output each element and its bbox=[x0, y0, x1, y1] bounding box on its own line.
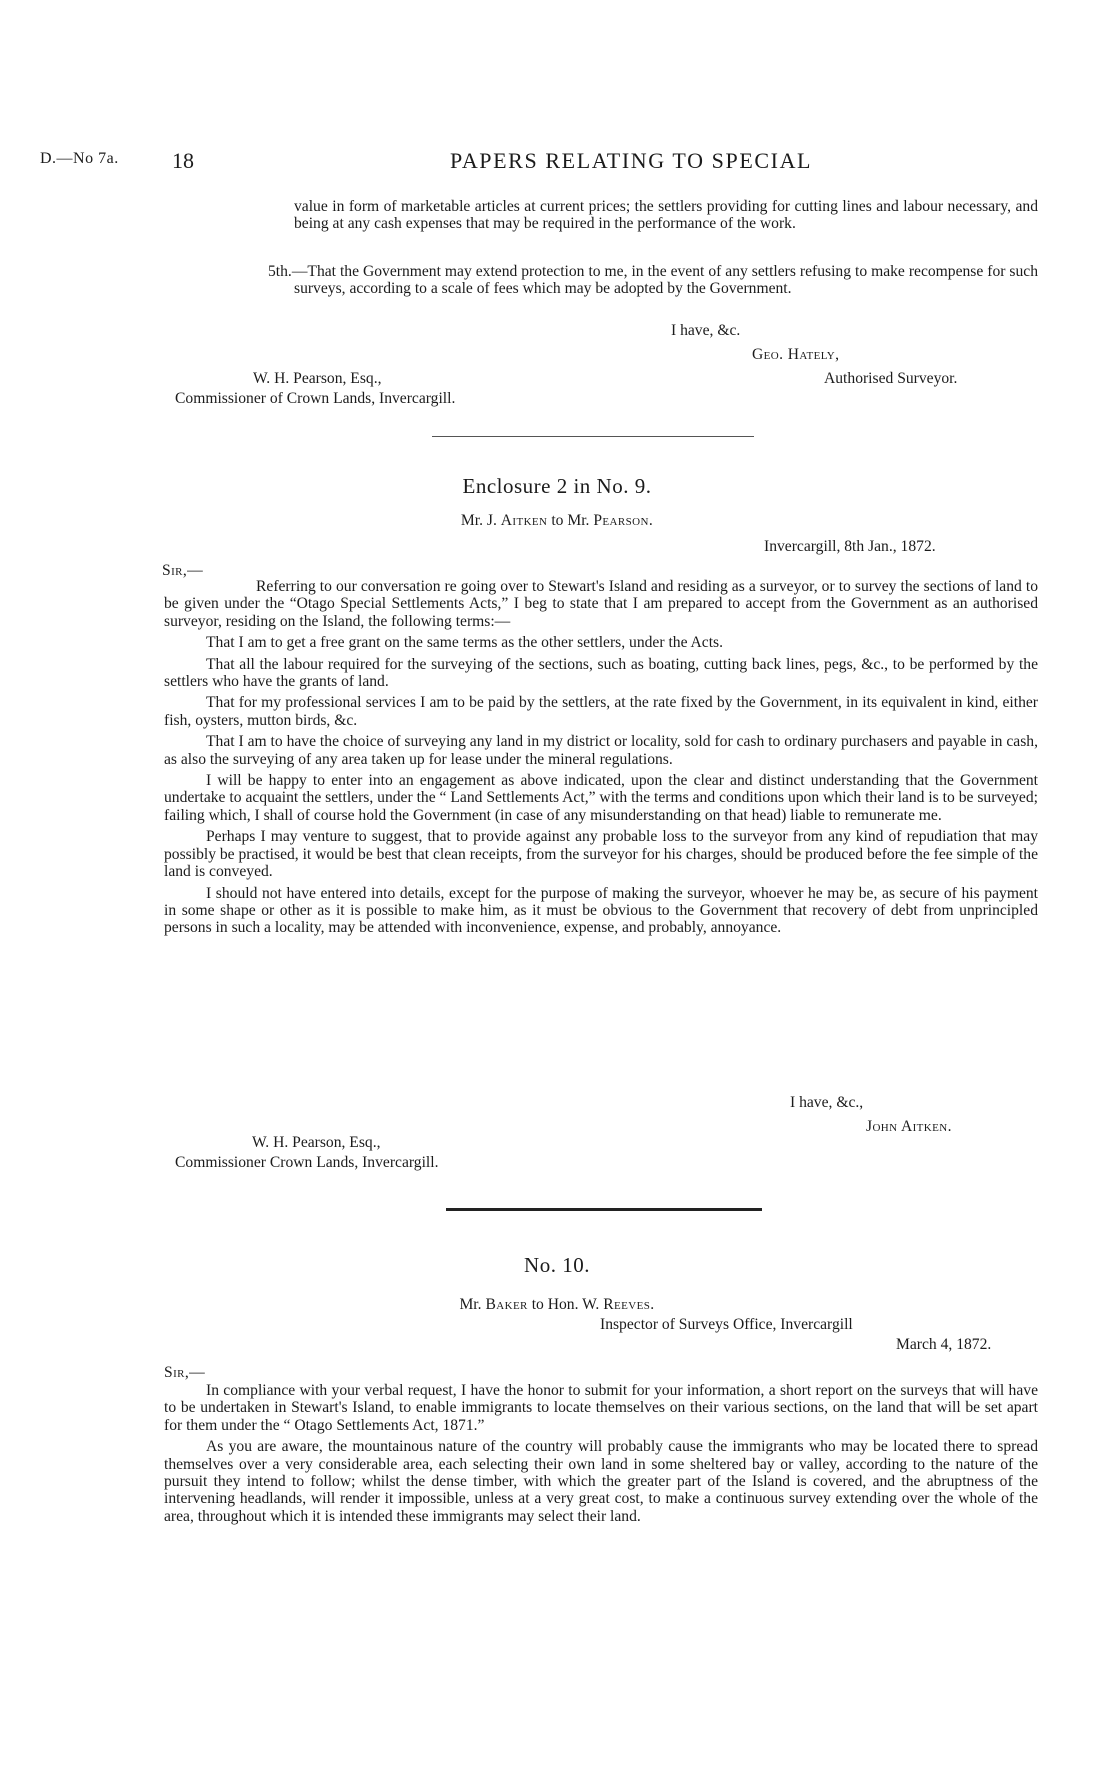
no10-office: Inspector of Surveys Office, Invercargill bbox=[600, 1316, 853, 1333]
enclosure-paragraph: Referring to our conversation re going over to Stewart's Island and residing as a surveyor, or to survey the sections of land to be given under the “Otago Special Settlements Acts,” I beg to state that I am prepared to accept from the Government as an authorised surveyor, residing on the Island, the following terms:— bbox=[164, 578, 1038, 630]
sender-name: Baker bbox=[485, 1296, 528, 1313]
enclosure-closing: I have, &c., bbox=[790, 1094, 864, 1111]
recipient-name: Reeves. bbox=[603, 1296, 655, 1313]
subheading-to: to Mr. bbox=[551, 512, 590, 529]
no10-heading: No. 10. bbox=[524, 1253, 590, 1277]
enclosure-salutation: Sir,— bbox=[162, 562, 204, 579]
document-code: D.—No 7a. bbox=[40, 150, 119, 167]
running-title: PAPERS RELATING TO SPECIAL bbox=[450, 148, 813, 173]
page-header bbox=[40, 148, 1074, 176]
sender-name: Aitken bbox=[500, 512, 548, 529]
letter1-addressee-name: W. H. Pearson, Esq., bbox=[253, 370, 382, 387]
subheading-prefix: Mr. bbox=[459, 1296, 482, 1313]
letter1-signature-title: Authorised Surveyor. bbox=[824, 370, 958, 387]
section-divider-bold bbox=[446, 1208, 762, 1211]
no10-subheading bbox=[0, 1296, 1114, 1314]
no10-paragraph: In compliance with your verbal request, I have the honor to submit for your information, a short report on the surveys that will have to be undertaken in Stewart's Island, to enable immigrants to locate themselves on their various sections, on the land that will be set apart for them under the “ Otago Settlements Act, 1871.” bbox=[164, 1382, 1038, 1434]
no10-salutation: Sir,— bbox=[164, 1364, 206, 1381]
enclosure-date: Invercargill, 8th Jan., 1872. bbox=[764, 538, 936, 555]
enclosure-paragraph: I will be happy to enter into an engagement as above indicated, upon the clear and distinct understanding that the Government undertake to acquaint the settlers, under the “ Land Settlements Act,” with the terms and conditions upon which their land is to be surveyed; failing which, I shall of course hold the Government (in case of any misunderstanding on that head) liable to remunerate me. bbox=[164, 772, 1038, 824]
no10-date: March 4, 1872. bbox=[896, 1336, 992, 1353]
enclosure-paragraph: Perhaps I may venture to suggest, that to provide against any probable loss to the surveyor from any kind of repudiation that may possibly be practised, it would be best that clean receipts, from the surveyor for his charges, should be produced before the fee simple of the land is conveyed. bbox=[164, 828, 1038, 881]
enclosure-paragraph: That for my professional services I am to be paid by the settlers, at the rate fixed by the Government, in its equivalent in kind, either fish, oysters, mutton birds, &c. bbox=[164, 694, 1038, 729]
subheading-prefix: Mr. J. bbox=[460, 512, 497, 529]
enclosure-paragraph: That I am to get a free grant on the same terms as the other settlers, under the Acts. bbox=[206, 634, 724, 652]
enclosure-subheading bbox=[0, 512, 1114, 530]
page-number: 18 bbox=[172, 148, 194, 173]
letter1-signature: Geo. Hately, bbox=[752, 346, 840, 363]
continuation-text: value in form of marketable articles at current prices; the settlers providing for cutting lines and labour necessary, and being at any cash expenses that may be required in the performance of the work. bbox=[294, 198, 1038, 233]
enclosure-paragraph: I should not have entered into details, except for the purpose of making the surveyor, whoever he may be, as secure of his payment in some shape or other as it is possible to make him, as it must be obvious to the Government that recovery of debt from unprincipled persons in such a locality, may be attended with inconvenience, expense, and probably, annoyance. bbox=[164, 884, 1038, 937]
letter1-continuation bbox=[294, 198, 1038, 233]
recipient-name: Pearson. bbox=[593, 512, 654, 529]
subheading-to: to Hon. W. bbox=[531, 1296, 600, 1313]
no10-paragraph: As you are aware, the mountainous nature of the country will probably cause the immigrants who may be located there to spread themselves over a very considerable area, each selecting their own land in some sheltered bay or valley, according to the nature of the pursuit they intend to follow; whilst the dense timber, with which the greater part of the Island is covered, and the abruptness of the intervening headlands, will render it impossible, unless at a very great cost, to make a continuous survey extending over the whole of the area, throughout which it is intended these immigrants may select their land. bbox=[164, 1438, 1038, 1525]
enclosure-addressee-title: Commissioner Crown Lands, Invercargill. bbox=[175, 1154, 439, 1171]
section-divider bbox=[432, 436, 754, 437]
enclosure-heading: Enclosure 2 in No. 9. bbox=[462, 474, 652, 498]
letter1-addressee-title: Commissioner of Crown Lands, Invercargill. bbox=[175, 390, 456, 407]
enclosure-paragraph: That all the labour required for the surveying of the sections, such as boating, cutting back lines, pegs, &c., to be performed by the settlers who have the grants of land. bbox=[164, 655, 1038, 691]
item-5-text: 5th.—That the Government may extend protection to me, in the event of any settlers refusing to make recompense for such surveys, according to a scale of fees which may be adopted by the Government. bbox=[268, 263, 1038, 298]
enclosure-addressee-name: W. H. Pearson, Esq., bbox=[252, 1134, 381, 1151]
letter1-closing: I have, &c. bbox=[671, 322, 741, 339]
letter1-item-5 bbox=[268, 263, 1038, 298]
enclosure-signature: John Aitken. bbox=[866, 1118, 952, 1135]
no10-body bbox=[164, 1382, 1038, 1529]
enclosure-paragraph: That I am to have the choice of surveying any land in my district or locality, sold for cash to ordinary purchasers and payable in cash, as also the surveying of any area taken up for lease under the mineral regulations. bbox=[164, 733, 1038, 768]
enclosure-body bbox=[164, 578, 1038, 941]
